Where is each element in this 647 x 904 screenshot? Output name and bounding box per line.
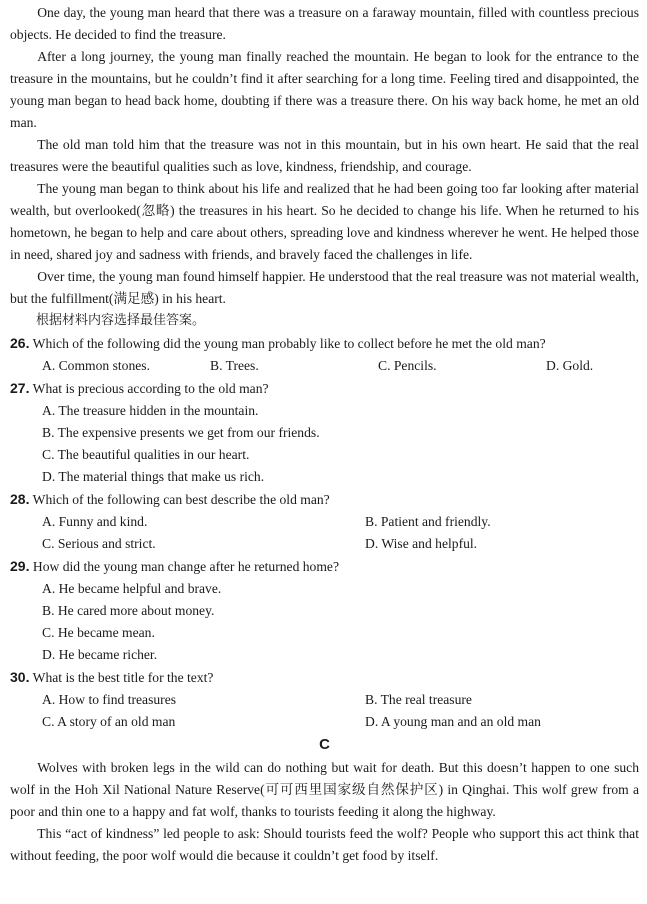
answer-option: C. He became mean. xyxy=(42,625,155,640)
instruction-text: 根据材料内容选择最佳答案。 xyxy=(36,313,206,328)
answer-option: C. Pencils. xyxy=(378,358,437,373)
answer-option: A. Funny and kind. xyxy=(42,514,148,529)
option-group xyxy=(10,689,639,733)
question-stem xyxy=(10,377,639,400)
passage-b-paragraph-2: After a long journey, the young man finally reached the mountain. He began to look for the entrance to the treasure in the mountains, but he couldn’t find it after searching for a long time. Feeling tired and disappointed, the young man began to head back home, doubting if there was a treasure there. On his way back home, he met an old man. xyxy=(10,49,639,130)
question-text: What is the best title for the text? xyxy=(32,670,214,685)
question-block xyxy=(10,666,639,733)
question-text: How did the young man change after he returned home? xyxy=(32,559,339,574)
answer-option: A. How to find treasures xyxy=(42,692,177,707)
answer-option: D. Gold. xyxy=(546,358,594,373)
answer-option: B. Patient and friendly. xyxy=(365,514,491,529)
question-stem xyxy=(10,488,639,511)
question-number: 27. xyxy=(10,380,30,396)
option-group xyxy=(10,511,639,555)
answer-option: B. He cared more about money. xyxy=(42,603,215,618)
question-stem xyxy=(10,666,639,689)
question-block xyxy=(10,555,639,666)
passage-c-paragraph-2: This “act of kindness” led people to ask: Should tourists feed the wolf? People who support this act think that without feeding, the poor wolf would die because it couldn’t get food by itself. xyxy=(10,826,639,863)
section-heading: C xyxy=(319,736,330,753)
passage-b-paragraph-4: The young man began to think about his life and realized that he had been going too far looking after material wealth, but overlooked(忽略) the treasures in his heart. So he decided to change his life. When he returned to his hometown, he began to help and care about others, spreading love and kindness wherever he went. He helped those in need, shared joy and sadness with friends, and bravely faced the challenges in life. xyxy=(10,181,639,262)
question-number: 29. xyxy=(10,558,30,574)
question-number: 30. xyxy=(10,669,30,685)
question-text: Which of the following can best describe the old man? xyxy=(32,492,330,507)
question-text: Which of the following did the young man probably like to collect before he met the old man? xyxy=(32,336,546,351)
question-number: 28. xyxy=(10,491,30,507)
question-text: What is precious according to the old man? xyxy=(32,381,269,396)
answer-option: B. The real treasure xyxy=(365,692,472,707)
question-stem xyxy=(10,555,639,578)
answer-option: B. Trees. xyxy=(210,358,259,373)
answer-option: D. Wise and helpful. xyxy=(365,536,478,551)
answer-option: A. He became helpful and brave. xyxy=(42,581,222,596)
question-block xyxy=(10,377,639,488)
passage-c xyxy=(10,733,639,867)
answer-option: D. He became richer. xyxy=(42,647,158,662)
answer-option: C. A story of an old man xyxy=(42,714,176,729)
question-list xyxy=(10,332,639,733)
option-group xyxy=(10,578,639,666)
question-block xyxy=(10,488,639,555)
answer-option: D. A young man and an old man xyxy=(365,714,541,729)
passage-b-paragraph-3: The old man told him that the treasure was not in this mountain, but in his own heart. He said that the real treasures were the beautiful qualities such as love, kindness, friendship, and courage. xyxy=(10,137,639,174)
question-number: 26. xyxy=(10,335,30,351)
passage-b-paragraph-1: One day, the young man heard that there was a treasure on a faraway mountain, filled with countless precious objects. He decided to find the treasure. xyxy=(10,5,639,42)
answer-option: B. The expensive presents we get from our friends. xyxy=(42,425,320,440)
option-group xyxy=(10,355,639,377)
question-stem xyxy=(10,332,639,355)
passage-c-paragraph-1: Wolves with broken legs in the wild can do nothing but wait for death. But this doesn’t happen to one such wolf in the Hoh Xil National Nature Reserve(可可西里国家级自然保护区) in Qinghai. This wolf grew from a poor and thin one to a happy and fat wolf, thanks to tourists feeding it along the highway. xyxy=(10,760,639,819)
answer-option: A. The treasure hidden in the mountain. xyxy=(42,403,259,418)
answer-option: D. The material things that make us rich. xyxy=(42,469,265,484)
passage-b-paragraph-5: Over time, the young man found himself happier. He understood that the real treasure was not material wealth, but the fulfillment(满足感) in his heart. xyxy=(10,269,639,306)
answer-option: A. Common stones. xyxy=(42,358,150,373)
option-group xyxy=(10,400,639,488)
question-block xyxy=(10,332,639,377)
answer-option: C. The beautiful qualities in our heart. xyxy=(42,447,250,462)
answer-option: C. Serious and strict. xyxy=(42,536,156,551)
passage-b xyxy=(10,2,639,332)
